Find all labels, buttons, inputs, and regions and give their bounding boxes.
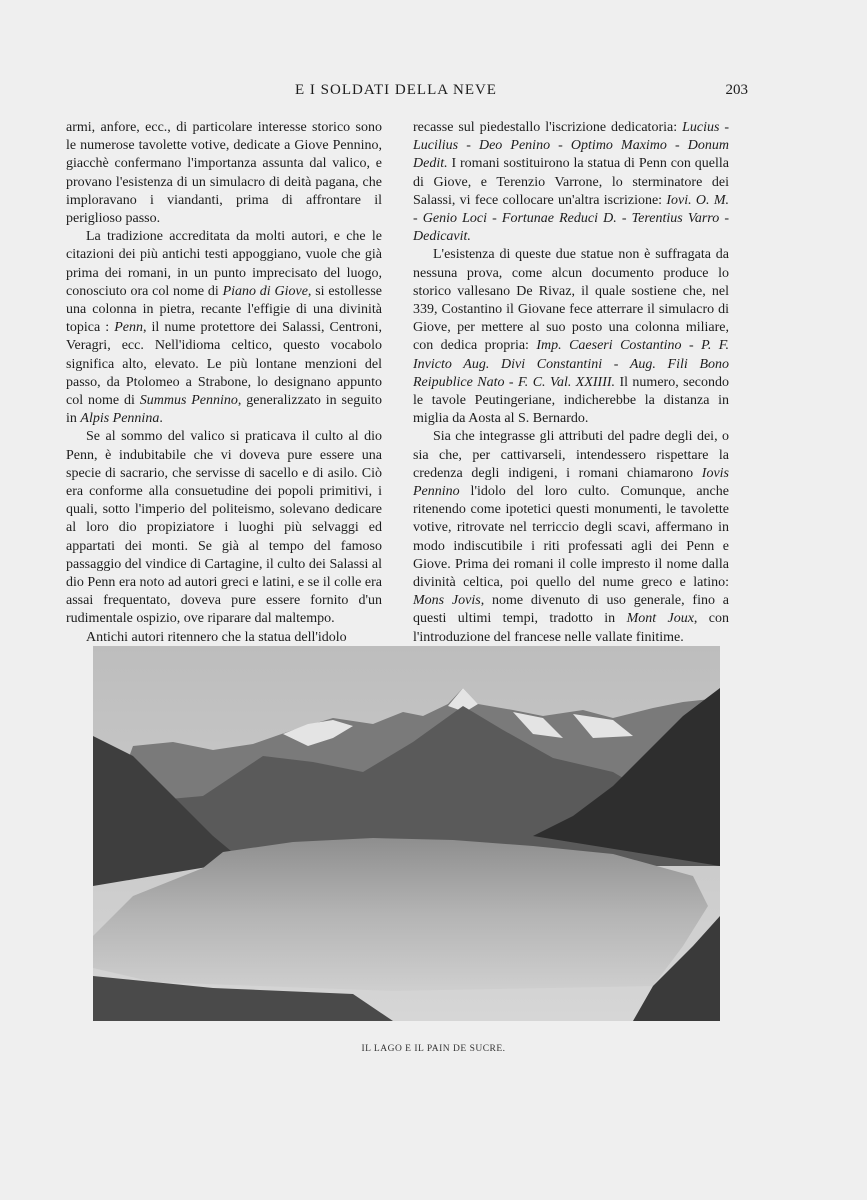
text-run: Se al sommo del valico si praticava il culto al dio Penn, è indubitabile che vi doveva pure essere una specie di sacrario, che servisse di sacello e di asilo. Ciò era conforme alla consuetudine dei popoli primitivi, i quali, sotto l'imperio del politeismo, solevano dedicare al loro dio propiziatore i luoghi più selvaggi ed appartati dei monti. Se già al tempo del famoso passaggio del vindice di Cartagine, il culto dei Salassi al dio Penn era noto ad autori greci e latini, e se il colle era assai frequentato, doveva pure essere fornito d'un rudimentale ospizio, ove riparare dal maltempo. bbox=[66, 429, 382, 627]
text-run: , il nume protettore dei Salassi, Centroni, Veragri, ecc. Nell'idioma celtico, questo vocabolo significa alto, elevato. Le più lontane menzioni del passo, da Ptolomeo a Strabone, lo designano appunto col nome di bbox=[66, 320, 382, 409]
text-run: Il numero, secondo le tavole Peutingeriane, indicherebbe la distanza in miglia da Aosta al S. Bernardo. bbox=[413, 374, 729, 427]
right-paragraph-3 bbox=[413, 428, 729, 646]
left-paragraph-3 bbox=[66, 428, 382, 628]
italic-run: Mont Joux bbox=[626, 611, 694, 627]
italic-run: Summus Pennino bbox=[139, 393, 238, 409]
text-run: , generalizzato in seguito in bbox=[66, 393, 382, 427]
lake-mountain-scene bbox=[93, 646, 720, 1021]
text-run: recasse sul piedestallo l'iscrizione dedicatoria: bbox=[413, 120, 683, 135]
text-run: . bbox=[159, 411, 163, 427]
italic-run: Alpis Pennina bbox=[80, 411, 160, 427]
text-run: Antichi autori ritennero che la statua dell'idolo bbox=[86, 629, 347, 645]
italic-run: Imp. Caeseri Costantino - P. F. Invicto Aug. Divi Constantini - Aug. Fili Bono Reipublice Nato - F. C. Val. XXIIII. bbox=[413, 338, 729, 390]
text-run: , nome divenuto di uso generale, fino a questi ultimi tempi, tradotto in bbox=[413, 593, 729, 627]
text-run: armi, anfore, ecc., di particolare interesse storico sono le numerose tavolette votive, dedicate a Giove Pennino, giacchè confermano l'importanza assunta dal valico, e provano l'esistenza di un simulacro di deità pagana, che imploravano i viandanti, prima di affrontare il periglioso passo. bbox=[66, 120, 382, 227]
text-run: l'idolo del loro culto. Comunque, anche ritenendo come ipotetici questi monumenti, le tavolette votive, ritrovate nel terriccio degli scavi, affermano in modo indiscutibile i riti professati agli dei Penn e Giove. Prima dei romani il colle impresto il nome dalla divinità celtica, poi quello del nume greco e latino: bbox=[413, 484, 729, 591]
left-column bbox=[66, 119, 382, 647]
italic-run: Iovis Pennino bbox=[413, 465, 729, 500]
right-column bbox=[413, 119, 729, 647]
text-run: , si estollesse una colonna in pietra, recante l'effigie di una divinità topica : bbox=[66, 283, 382, 336]
text-run: La tradizione accreditata da molti autori, e che le citazioni dei più antichi testi appoggiano, vuole che già prima dei romani, in un punto imprecisato del luogo, conosciuto ora col nome di bbox=[66, 229, 382, 299]
running-header bbox=[66, 82, 748, 104]
left-paragraph-2 bbox=[66, 228, 382, 428]
italic-run: Penn bbox=[114, 320, 143, 336]
italic-run: Lucius - Lucilius - Deo Penino - Optimo Maximo - Donum Dedit. bbox=[413, 120, 730, 172]
italic-run: Iovi. O. M. - Genio Loci - Fortunae Reduci D. - Terentius Varro - Dedicavit. bbox=[413, 192, 729, 245]
italic-run: Mons Jovis bbox=[413, 593, 481, 609]
lake-photograph bbox=[93, 646, 720, 1021]
right-paragraph-2 bbox=[413, 246, 729, 428]
text-run: I romani sostituirono la statua di Penn con quella di Giove, e Terenzio Varrone, lo sterminatore dei Salassi, vi fece collocare un'altra iscrizione: bbox=[413, 156, 729, 208]
text-run: , con l'introduzione del francese nelle vallate finitime. bbox=[413, 611, 730, 645]
left-paragraph-4 bbox=[66, 629, 382, 647]
page-number: 203 bbox=[725, 82, 748, 98]
text-run: L'esistenza di queste due statue non è suffragata da nessuna prova, come alcun documento produce lo storico vallesano De Rivaz, il quale sostiene che, nel 339, Costantino il Giovane fece atterrare il simulacro di Giove, per mettere al suo posto una colonna miliare, con dedica propria: bbox=[413, 247, 729, 354]
figure-caption: IL LAGO E IL PAIN DE SUCRE. bbox=[361, 1044, 506, 1054]
italic-run: Piano di Giove bbox=[222, 283, 308, 299]
text-run: Sia che integrasse gli attributi del padre degli dei, o sia che, per cattivarseli, intendessero rispettare la credenza degli indigeni, i romani chiamarono bbox=[413, 429, 729, 481]
right-paragraph-1 bbox=[413, 119, 729, 246]
header-title: E I SOLDATI DELLA NEVE bbox=[295, 82, 497, 98]
left-paragraph-1 bbox=[66, 119, 382, 228]
